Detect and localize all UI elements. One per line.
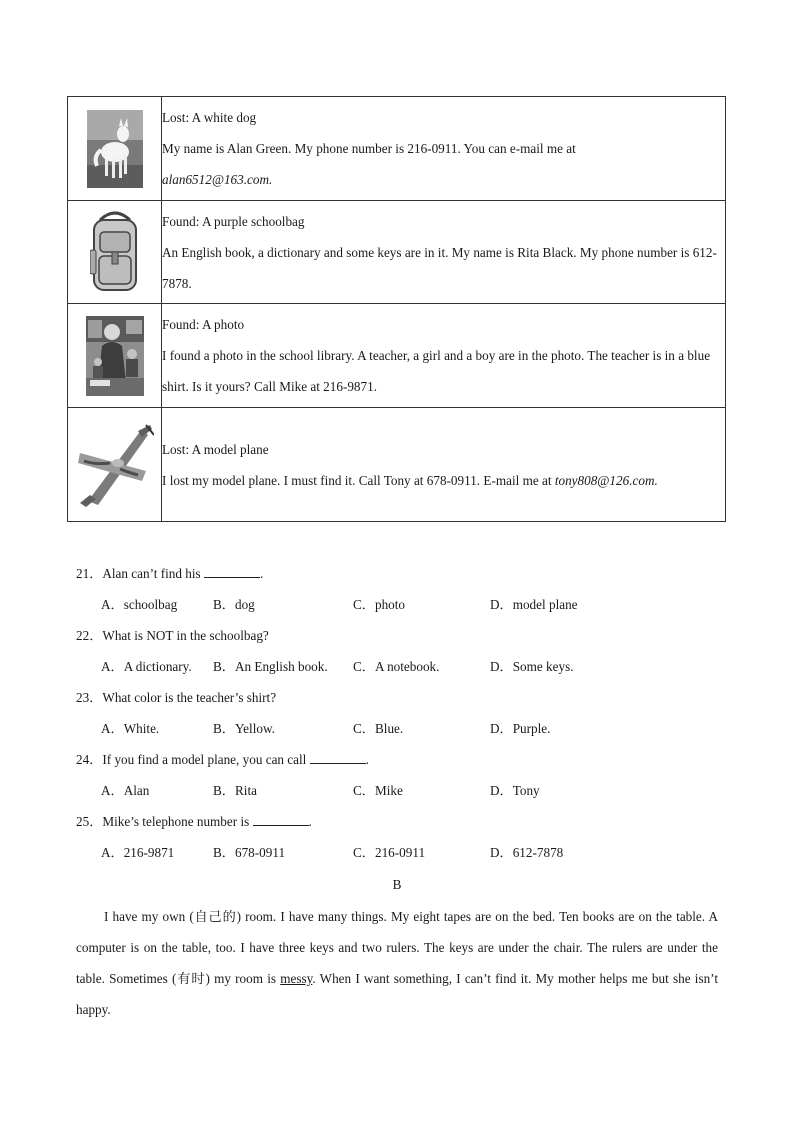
notice-row [68,97,726,201]
classroom-photo [86,316,144,396]
option-c[interactable]: C．photo [353,597,406,612]
option-d[interactable]: D．model plane [490,597,578,612]
option-c[interactable]: C．Mike [353,783,403,798]
answer-blank [310,750,366,764]
white-dog-photo [87,110,143,188]
question-stem [76,744,726,775]
option-row [76,651,726,682]
question-text: 21．Alan can’t find his [76,566,204,581]
question-stem [76,620,726,651]
passage-text: . When I want something, I can’t find it. My mother helps me but she isn’t happy. [76,971,718,1017]
notice-body: I found a photo in the school library. A teacher, a girl and a boy are in the photo. The teacher is in a blue shirt. Is it yours? Call Mike at 216-9871. [162,348,711,394]
option-row [76,837,726,868]
notice-row [68,304,726,408]
notice-body-text: My name is Alan Green. My phone number is 216-0911. You can e-mail me at [162,141,576,156]
reading-passage [76,901,718,1025]
lost-and-found-table [67,96,726,522]
question-text: 24．If you find a model plane, you can call [76,752,310,767]
notice-image-cell [68,304,162,408]
passage-text: I have my own (自己的) room. I have many things. My eight tapes are on the bed. Ten books are on the table. A computer is on the table, too. I have three keys and two rulers. The keys are under the chair. The rulers are under the table. Sometimes (有时) my room is [76,909,718,986]
notice-image-cell [68,408,162,522]
question-list [76,558,726,868]
option-a[interactable]: A．schoolbag [101,597,178,612]
notice-heading: Found: A photo [162,317,245,332]
option-row [76,775,726,806]
option-a[interactable]: A．A dictionary. [101,659,192,674]
option-b[interactable]: B．Rita [213,783,257,798]
question-text: 23．What color is the teacher’s shirt? [76,690,277,705]
option-a[interactable]: A．White. [101,721,160,736]
underlined-word: messy [280,971,313,986]
question-stem [76,558,726,589]
option-c[interactable]: C．Blue. [353,721,404,736]
question-text: 22．What is NOT in the schoolbag? [76,628,269,643]
notice-body [162,133,725,164]
notice-heading: Lost: A model plane [162,441,269,457]
notice-image-cell [68,97,162,201]
question-stem [76,682,726,713]
notice-heading: Found: A purple schoolbag [162,213,305,229]
option-c[interactable]: C．A notebook. [353,659,440,674]
passage-paragraph [76,901,718,1025]
option-d[interactable]: D．Purple. [490,721,551,736]
notice-body: An English book, a dictionary and some keys are in it. My name is Rita Black. My phone number is 612-7878. [162,244,717,291]
section-b-heading: B [392,877,402,892]
option-d[interactable]: D．612-7878 [490,845,564,860]
question-stem [76,806,726,837]
option-b[interactable]: B．An English book. [213,659,328,674]
notice-body [162,465,725,496]
question-end: . [259,566,264,581]
notice-email-line [162,164,725,195]
notice-text-cell [162,97,726,201]
option-c[interactable]: C．216-0911 [353,845,426,860]
notice-body-text: I lost my model plane. I must find it. Call Tony at 678-0911. E-mail me at [162,472,552,488]
notice-image-cell [68,201,162,304]
schoolbag-drawing [90,210,140,294]
option-row [76,713,726,744]
answer-blank [253,812,309,826]
option-b[interactable]: B．678-0911 [213,845,286,860]
notice-email: alan6512@163.com. [162,172,273,187]
option-b[interactable]: B．dog [213,597,255,612]
notice-text-cell [162,201,726,304]
notice-text-cell [162,408,726,522]
question-end: . [308,814,312,829]
option-d[interactable]: D．Some keys. [490,659,574,674]
notice-email: tony808@126.com. [554,472,658,488]
notice-row [68,408,726,522]
question-text: 25．Mike’s telephone number is [76,814,253,829]
notice-text-cell [162,304,726,408]
option-row [76,589,726,620]
option-d[interactable]: D．Tony [490,783,540,798]
option-a[interactable]: A．216-9871 [101,845,175,860]
model-plane-photo [76,423,154,507]
question-end: . [365,752,369,767]
option-a[interactable]: A．Alan [101,783,150,798]
notice-row [68,201,726,304]
notice-heading: Lost: A white dog [162,110,257,125]
answer-blank [204,564,260,578]
option-b[interactable]: B．Yellow. [213,721,275,736]
